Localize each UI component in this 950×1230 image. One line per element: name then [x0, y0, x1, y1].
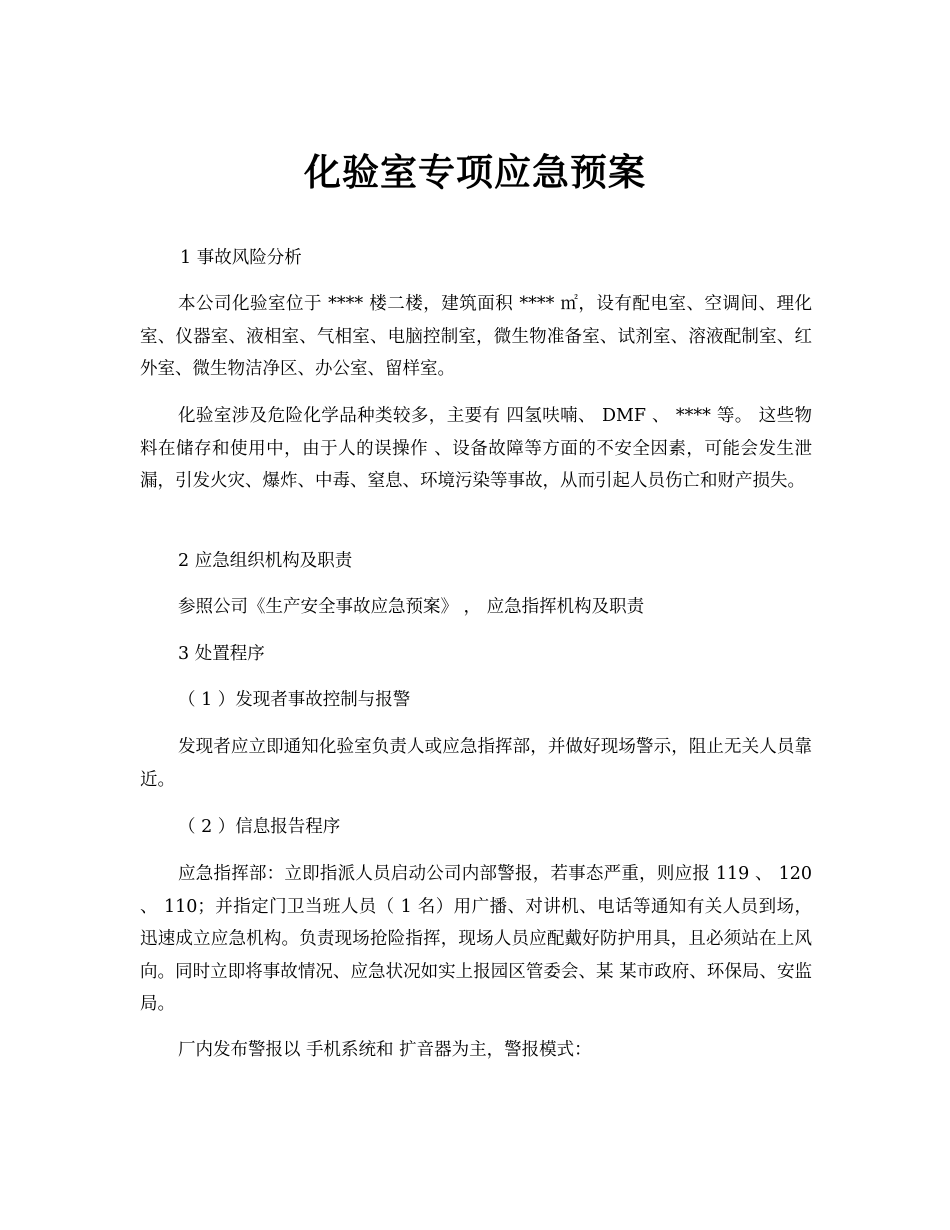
section-3-heading: 3 处置程序	[178, 644, 265, 664]
section-3-subparagraph-1: 发现者应立即通知化验室负责人或应急指挥部，并做好现场警示，阻止无关人员靠近。	[140, 737, 812, 790]
section-1-paragraph-2: 化验室涉及危险化学品种类较多，主要有 四氢呋喃、 DMF 、 **** 等。 这些物料在储存和使用中，由于人的误操作 、设备故障等方面的不安全因素，可能会发生泄漏，引发火灾、爆炸、中毒、窒息、环境污染等事故，从而引起人员伤亡和财产损失。	[140, 406, 812, 491]
section-1-heading: 1 事故风险分析	[180, 248, 302, 268]
section-3-subheading-2: （ 2 ）信息报告程序	[178, 817, 341, 837]
section-3-subheading-1: （ 1 ）发现者事故控制与报警	[178, 690, 411, 710]
section-3-subparagraph-3: 厂内发布警报以 手机系统和 扩音器为主，警报模式：	[178, 1040, 592, 1060]
section-3-subparagraph-2: 应急指挥部：立即指派人员启动公司内部警报，若事态严重，则应报 119 、 120 、 110；并指定门卫当班人员（ 1 名）用广播、对讲机、电话等通知有关人员到场，迅速成立应急机构。负责现场抢险指挥，现场人员应配戴好防护用具，且必须站在上风向。同时立即将事故情况、应急状况如实上报园区管委会、某 某市政府、环保局、安监局。	[140, 864, 812, 1014]
document-title: 化验室专项应急预案	[304, 150, 646, 194]
section-2-heading: 2 应急组织机构及职责	[178, 551, 353, 571]
section-2-paragraph: 参照公司《生产安全事故应急预案》 ， 应急指挥机构及职责	[178, 597, 645, 617]
section-1-paragraph-1: 本公司化验室位于 **** 楼二楼，建筑面积 **** ㎡，设有配电室、空调间、理化室、仪器室、液相室、气相室、电脑控制室，微生物准备室、试剂室、溶液配制室、红外室、微生物洁净区、办公室、留样室。	[140, 294, 812, 379]
